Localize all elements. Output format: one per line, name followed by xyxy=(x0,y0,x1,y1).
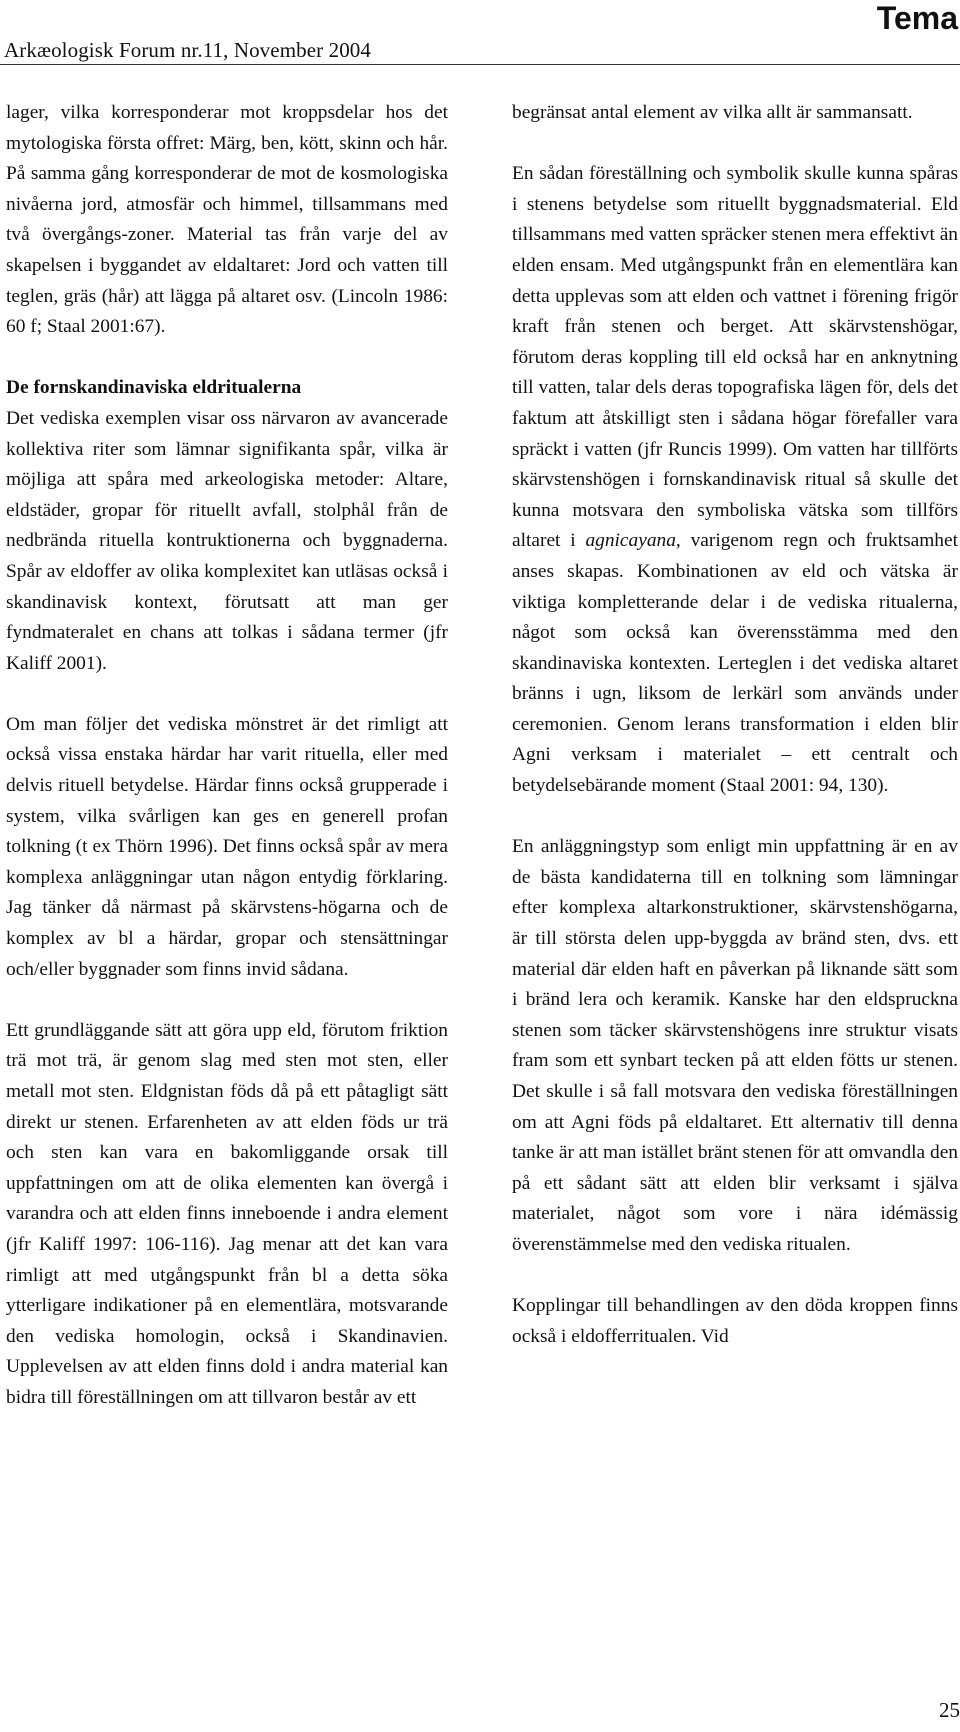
paragraph-gap xyxy=(6,985,448,1016)
paragraph-right-3: En anläggningstyp som enligt min uppfattning är en av de bästa kandidaterna till en tolkning som lämningar efter komplexa altarkonstruktioner, skärvstenshögarna, är till största delen upp-byggda av bränd sten, dvs. ett material där elden haft en påverkan på liknande sätt som i bränd lera och keramik. Kanske har den eldspruckna stenen som täcker skärvstenshögens inre struktur visats fram som ett synbart tecken på att elden fötts ur stenen. Det skulle i så fall motsvara den vediska föreställningen om att Agni föds på eldaltaret. Ett alternativ till denna tanke är att man istället bränt stenen för att omvandla den på ett sådant sätt att elden blir verksamt i själva materialet, något som vore i nära idémässig överenstämmelse med den vediska ritualen. xyxy=(512,836,958,1255)
page-header xyxy=(0,0,960,72)
paragraph-right-4: Kopplingar till behandlingen av den döda kroppen finns också i eldofferritualen. Vid xyxy=(512,1295,958,1347)
journal-title: Arkæologisk Forum nr.11, November 2004 xyxy=(4,38,372,62)
paragraph-right-2-text: En sådan föreställning och symbolik skulle kunna spåras i stenens betydelse som rituellt byggnadsmaterial. Eld tillsammans med vatten spräcker stenen mera effektivt än elden ensam. Med utgångspunkt från en elementlära kan detta upplevas som att elden och vattnet i förening frigör kraft från stenen och berget. Att skärvstenshögar, förutom deras koppling till eld också har en anknytning till vatten, talar dels deras topografiska lägen för, dels det faktum att åtskilligt sten i sådana högar förefaller vara spräckt i vatten (jfr Runcis 1999). Om vatten har tillförts skärvstenshögen i fornskandinavisk ritual så skulle det kunna motsvara den symboliska vätska som tillförs altaret i xyxy=(512,163,959,552)
paragraph-gap xyxy=(512,129,958,160)
paragraph-left-4: Ett grundläggande sätt att göra upp eld, förutom friktion trä mot trä, är genom slag med sten mot sten, eller metall mot sten. Eldgnistan föds då på ett påtagligt sätt direkt ur stenen. Erfarenheten av att elden föds ur trä och sten kan vara en bakomliggande orsak till uppfattningen om att de olika elementen kan övergå i varandra och att elden finns inneboende i andra element (jfr Kaliff 1997: 106-116). Jag menar att det kan vara rimligt att med utgångspunkt från bl a detta söka ytterligare indikationer på en elementlära, motsvarande den vediska homologin, också i Skandinavien. Upplevelsen av att elden finns dold i andra material kan bidra till föreställningen om att tillvaron består av ett xyxy=(6,1019,448,1408)
paragraph-gap xyxy=(512,1261,958,1292)
paragraph-gap xyxy=(6,343,448,374)
paragraph-gap xyxy=(512,802,958,833)
page-number: 25 xyxy=(939,1698,960,1722)
section-heading: De fornskandinaviska eldritualerna xyxy=(6,377,302,399)
header-rule xyxy=(0,64,960,65)
paragraph-right-2-rest: , varigenom regn och fruktsamhet anses skapas. Kombinationen av eld och vätska är viktiga kompletterande delar i de vediska ritualerna, något som också kan överensstämma med den skandinaviska kontexten. Lerteglen i det vediska altaret bränns i ugn, liksom de lerkärl som används under ceremonien. Genom lerans transformation i elden blir Agni verksam i materialet – ett centralt och betydelsebärande moment (Staal 2001: 94, 130). xyxy=(512,530,958,797)
paragraph-left-3: Om man följer det vediska mönstret är det rimligt att också vissa enstaka härdar har varit rituella, eller med delvis rituell betydelse. Härdar finns också grupperade i system, vilka svårligen kan ges en generell profan tolkning (t ex Thörn 1996). Det finns också spår av mera komplexa anläggningar utan någon entydig förklaring. Jag tänker då närmast på skärvstens-högarna och de komplex av bl a härdar, gropar och stensättningar och/eller byggnader som finns invid sådana. xyxy=(6,713,448,980)
paragraph-left-1: lager, vilka korresponderar mot kroppsdelar hos det mytologiska första offret: Märg, ben, kött, skinn och hår. På samma gång korresponderar de mot de kosmologiska nivåerna jord, atmosfär och himmel, tillsammans med två övergångs-zoner. Material tas från varje del av skapelsen i byggandet av eldaltaret: Jord och vatten till teglen, gräs (hår) att lägga på altaret osv. (Lincoln 1986: 60 f; Staal 2001:67). xyxy=(6,102,448,338)
paragraph-right-1: begränsat antal element av vilka allt är sammansatt. xyxy=(512,102,913,123)
left-column xyxy=(6,98,448,1414)
italic-term: agnicayana xyxy=(585,530,676,552)
section-label: Tema xyxy=(876,0,958,36)
right-column xyxy=(512,98,958,1352)
paragraph-left-2: Det vediska exemplen visar oss närvaron av avancerade kollektiva riter som lämnar signifikanta spår, vilka är möjliga att spåra med arkeologiska metoder: Altare, eldstäder, gropar för rituellt avfall, stolphål från de nedbrända rituella kontruktionerna och byggnaderna. Spår av eldoffer av olika komplexitet kan utläsas också i skandinavisk kontext, förutsatt att man ger fyndmateralet en chans att tolkas i sådana termer (jfr Kaliff 2001). xyxy=(6,407,448,674)
paragraph-gap xyxy=(6,679,448,710)
paragraph-right-2 xyxy=(512,159,958,801)
